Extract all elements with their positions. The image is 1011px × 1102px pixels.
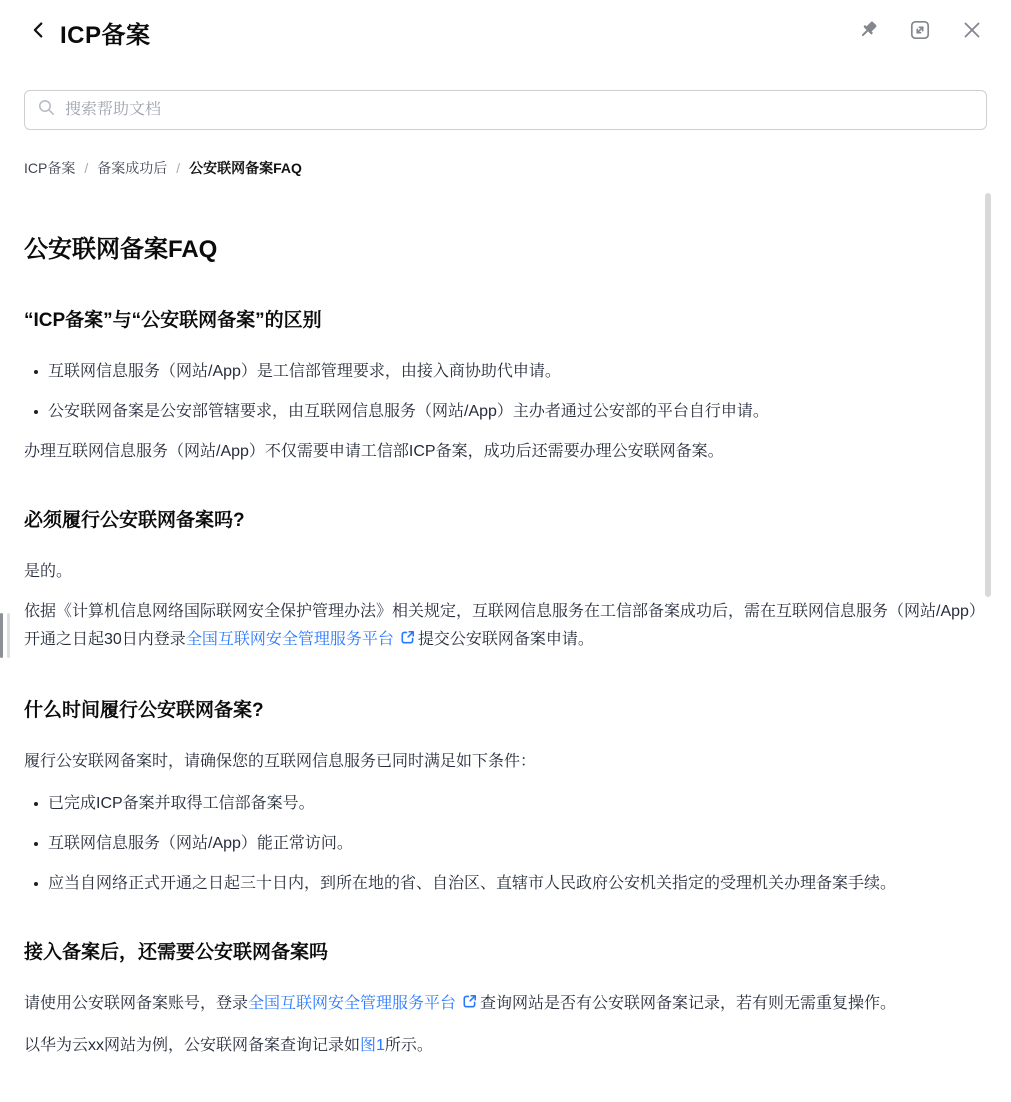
bullet-list	[24, 358, 987, 426]
resize-handle-bar	[0, 613, 3, 658]
paragraph-text: 请使用公安联网备案账号，登录	[24, 995, 249, 1012]
panel-resize-handle[interactable]	[0, 613, 12, 658]
close-button[interactable]	[959, 19, 985, 45]
external-link-icon[interactable]	[399, 628, 416, 656]
paragraph	[24, 598, 987, 656]
section-heading-must-file: 必须履行公安联网备案吗?	[24, 510, 245, 531]
link-security-platform[interactable]: 全国互联网安全管理服务平台	[185, 631, 394, 648]
bullet-list	[24, 790, 987, 898]
list-item: 互联网信息服务（网站/App）能正常访问。	[24, 830, 987, 858]
breadcrumb-item-current: 公安联网备案FAQ	[189, 160, 302, 176]
header-actions	[855, 19, 985, 45]
list-item: 应当自网络正式开通之日起三十日内，到所在地的省、自治区、直辖市人民政府公安机关指定的受理机关办理备案手续。	[24, 870, 987, 898]
list-item: 互联网信息服务（网站/App）是工信部管理要求，由接入商协助代申请。	[24, 358, 987, 386]
paragraph-text: 提交公安联网备案申请。	[417, 631, 594, 648]
list-item: 已完成ICP备案并取得工信部备案号。	[24, 790, 987, 818]
breadcrumb-item-icp[interactable]: ICP备案	[24, 160, 76, 176]
pin-button[interactable]	[855, 19, 881, 45]
search-box[interactable]	[24, 90, 987, 130]
panel-header	[0, 0, 1011, 48]
paragraph: 是的。	[24, 563, 73, 580]
scrollbar-thumb[interactable]	[985, 193, 991, 597]
paragraph-text: 依据《计算机信息网络国际联网安全保护管理办法》相关规定，互联网信息服务在工信部备案成功后，需在互联网信息服务（网站/App）开通之日起30日内登录	[24, 603, 985, 648]
breadcrumb-separator: /	[176, 160, 181, 176]
paragraph: 履行公安联网备案时，请确保您的互联网信息服务已同时满足如下条件：	[24, 753, 537, 770]
breadcrumb-separator: /	[84, 160, 89, 176]
expand-icon	[908, 18, 932, 47]
paragraph-text: 查询网站是否有公安联网备案记录，若有则无需重复操作。	[480, 995, 897, 1012]
search-input[interactable]	[65, 101, 974, 119]
paragraph-text: 以华为云xx网站为例，公安联网备案查询记录如	[24, 1037, 361, 1054]
breadcrumb	[24, 158, 987, 178]
link-security-platform[interactable]: 全国互联网安全管理服务平台	[248, 995, 457, 1012]
chevron-left-icon	[28, 19, 50, 46]
back-button[interactable]	[26, 19, 52, 45]
section-heading-difference: “ICP备案”与“公安联网备案”的区别	[24, 310, 322, 331]
article	[0, 234, 1011, 1060]
expand-button[interactable]	[907, 19, 933, 45]
section-heading-after-access-filing: 接入备案后，还需要公安联网备案吗	[24, 942, 329, 963]
paragraph	[24, 1032, 987, 1060]
paragraph: 办理互联网信息服务（网站/App）不仅需要申请工信部ICP备案，成功后还需要办理公安联网备案。	[24, 443, 724, 460]
page-title: 公安联网备案FAQ	[24, 236, 218, 263]
pin-icon	[856, 18, 880, 47]
paragraph-text: 所示。	[384, 1037, 433, 1054]
external-link-icon[interactable]	[461, 992, 478, 1020]
list-item: 公安联网备案是公安部管辖要求，由互联网信息服务（网站/App）主办者通过公安部的平台自行申请。	[24, 398, 987, 426]
link-figure-1[interactable]: 图1	[360, 1037, 385, 1054]
search-icon	[37, 98, 56, 122]
close-icon	[960, 18, 984, 47]
panel-title: ICP备案	[60, 21, 151, 49]
section-heading-when-file: 什么时间履行公安联网备案?	[24, 700, 264, 721]
breadcrumb-item-after-filing[interactable]: 备案成功后	[97, 160, 168, 176]
paragraph	[24, 990, 987, 1020]
resize-handle-bar	[7, 613, 10, 658]
